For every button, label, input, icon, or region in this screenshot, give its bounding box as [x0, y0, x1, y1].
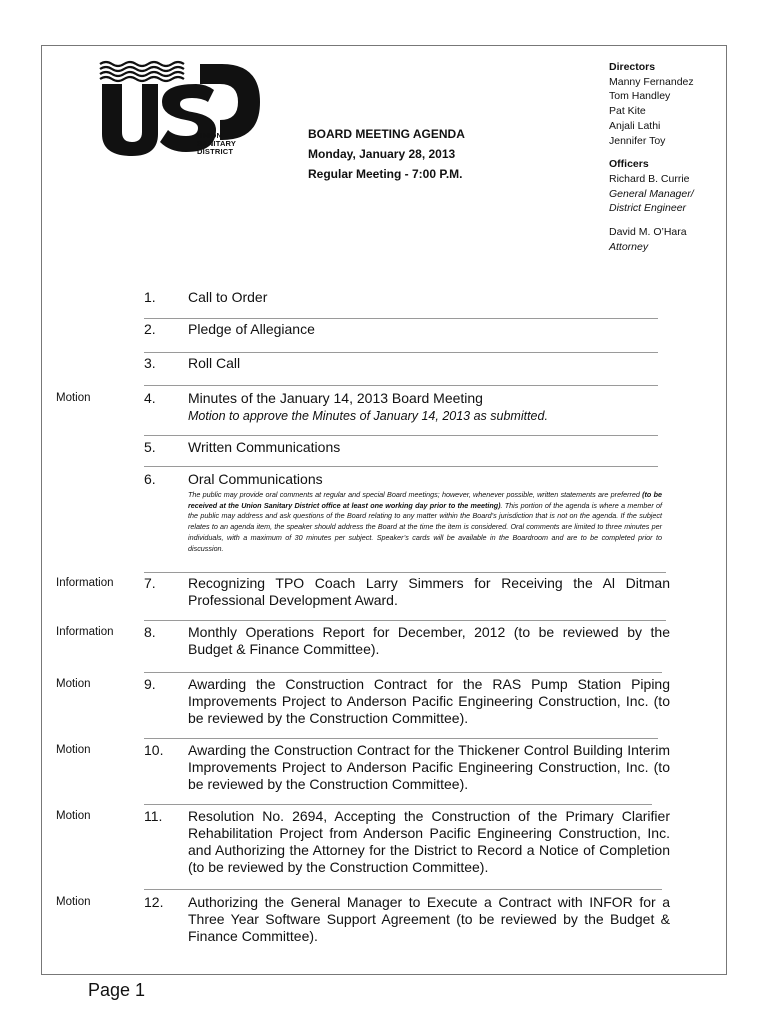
divider	[144, 738, 658, 739]
divider	[144, 889, 662, 890]
note-text: . This portion of the agenda is where a member of the public may address and ask questions of the Board relating to any matter within the Board’s jurisdiction that is not on the agenda. If the subject relates to an agenda item, the speaker should address the Board at the time the item is considered. Oral comments are limited to three minutes per individuals, with a maximum of 30 minutes per subject. Speaker’s cards will be available in the Boardroom and are to be completed prior to discussion.	[188, 500, 663, 553]
item-title: Resolution No. 2694, Accepting the Construction of the Primary Clarifier Rehabilitation Project from Anderson Pacific Engineering Construction, Inc. and Authorizing the Attorney for the District to Record a Notice of Completion (to be reviewed by the Construction Committee).	[188, 808, 670, 875]
director-name: Jennifer Toy	[609, 134, 666, 147]
officers-heading: Officers	[609, 158, 649, 171]
divider	[144, 620, 666, 621]
director-name: Manny Fernandez	[609, 75, 694, 88]
officer-title: District Engineer	[609, 202, 687, 215]
divider	[144, 318, 658, 319]
item-title: Oral Communications	[188, 471, 323, 487]
item-action-tag: Motion	[56, 744, 91, 756]
item-action-tag: Motion	[56, 810, 91, 822]
divider	[144, 385, 658, 386]
divider	[144, 352, 658, 353]
item-number: 3.	[144, 355, 156, 371]
logo-line-union: UNION	[197, 131, 223, 140]
divider	[144, 572, 666, 573]
oral-communications-note	[188, 490, 662, 554]
meeting-date: Monday, January 28, 2013	[308, 147, 456, 161]
logo-line-district: DISTRICT	[197, 147, 234, 156]
item-number: 4.	[144, 390, 156, 406]
item-number: 5.	[144, 439, 156, 455]
usd-logo	[98, 58, 268, 166]
director-name: Tom Handley	[609, 90, 671, 103]
item-number: 9.	[144, 676, 156, 692]
item-title: Awarding the Construction Contract for the Thickener Control Building Interim Improvements Project to Anderson Pacific Engineering Construction, Inc. (to be reviewed by the Construction Committee).	[188, 742, 670, 792]
director-name: Anjali Lathi	[609, 119, 661, 132]
officer-name: David M. O’Hara	[609, 226, 687, 239]
divider	[144, 466, 658, 467]
item-title: Recognizing TPO Coach Larry Simmers for Receiving the Al Ditman Professional Development Award.	[188, 575, 670, 608]
item-number: 7.	[144, 575, 156, 591]
note-text: The public may provide oral comments at regular and special Board meetings; however, whenever possible, written statements are preferred	[188, 490, 643, 499]
item-number: 8.	[144, 624, 156, 640]
item-title: Call to Order	[188, 289, 268, 305]
item-action-tag: Information	[56, 626, 114, 638]
note-bold-text: (to be received at the Union Sanitary District office at least one working day prior to the meeting)	[188, 490, 662, 510]
officer-title: Attorney	[609, 240, 649, 253]
item-title: Authorizing the General Manager to Execute a Contract with INFOR for a Three Year Software Support Agreement (to be reviewed by the Budget & Finance Committee).	[188, 894, 670, 944]
item-number: 11.	[144, 808, 163, 824]
agenda-title: BOARD MEETING AGENDA	[308, 127, 465, 141]
item-title: Minutes of the January 14, 2013 Board Meeting	[188, 390, 483, 406]
agenda-heading	[308, 124, 465, 184]
item-title: Awarding the Construction Contract for the RAS Pump Station Piping Improvements Project to Anderson Pacific Engineering Construction, Inc. (to be reviewed by the Construction Committee).	[188, 676, 670, 726]
item-number: 6.	[144, 471, 156, 487]
page-number: Page 1	[88, 980, 146, 1000]
item-number: 2.	[144, 321, 156, 337]
item-number: 10.	[144, 742, 164, 758]
directors-heading: Directors	[609, 61, 656, 73]
item-action-tag: Motion	[56, 678, 91, 690]
item-action-tag: Motion	[56, 896, 91, 908]
director-name: Pat Kite	[609, 105, 646, 118]
divider	[144, 672, 662, 673]
board-roster	[609, 60, 694, 254]
item-title: Pledge of Allegiance	[188, 321, 315, 337]
item-motion-text: Motion to approve the Minutes of January 14, 2013 as submitted.	[188, 409, 548, 423]
item-title: Written Communications	[188, 439, 341, 455]
item-action-tag: Motion	[56, 392, 91, 404]
logo-line-sanitary: SANITARY	[197, 139, 237, 148]
item-action-tag: Information	[56, 577, 114, 589]
item-number: 12.	[144, 894, 164, 910]
divider	[144, 804, 652, 805]
meeting-time: Regular Meeting - 7:00 P.M.	[308, 167, 463, 181]
officer-title: General Manager/	[609, 187, 694, 200]
item-title: Roll Call	[188, 355, 241, 371]
divider	[144, 435, 658, 436]
item-number: 1.	[144, 289, 156, 305]
item-title: Monthly Operations Report for December, 2012 (to be reviewed by the Budget & Finance Committee).	[188, 624, 670, 657]
officer-name: Richard B. Currie	[609, 172, 690, 185]
logo-district-name	[197, 132, 236, 156]
